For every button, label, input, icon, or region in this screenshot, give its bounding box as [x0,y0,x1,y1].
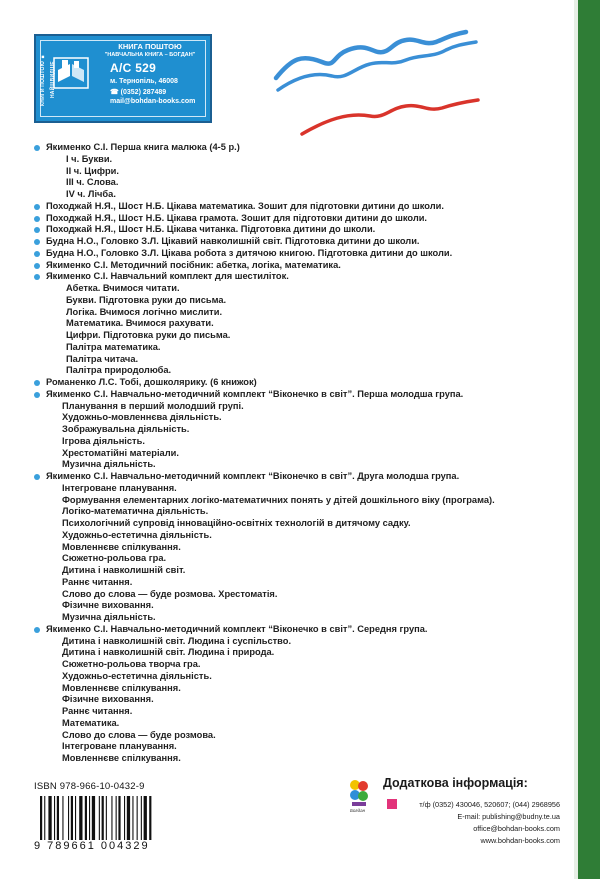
book-list-subentry [34,589,570,601]
book-list-subentry [34,636,570,648]
barcode-bar [137,796,138,840]
book-list-entry [34,389,570,401]
barcode-bar [111,796,112,840]
book-title-text: Мовленнєве спілкування. [62,541,181,552]
mail-order-side-text: КНИГИ ПОШТОЮ ■ НАЙШВИДШЕ [40,53,56,107]
book-title-text: І ч. Букви. [66,153,113,164]
book-list-entry [34,377,570,389]
book-list-entry [34,236,570,248]
books-icon [52,54,90,92]
book-title-text: Планування в перший молодший групі. [62,400,244,411]
book-title-text: Математика. [62,717,120,728]
book-title-text: Якименко С.І. Методичний посібник: абетка, логіка, математика. [46,259,341,270]
book-list-subentry [34,401,570,413]
barcode-bar [124,796,125,840]
book-list-entry [34,142,570,154]
mail-order-subtitle: "НАВЧАЛЬНА КНИГА – БОГДАН" [104,52,196,58]
barcode-bar [102,796,104,840]
book-list-subentry [34,600,570,612]
book-list-subentry [34,518,570,530]
book-list-entry [34,271,570,283]
additional-info-title: Додаткова інформація: [383,776,528,790]
book-title-text: Інтегроване планування. [62,741,177,752]
barcode-bar [62,796,63,840]
book-title-text: Фізичне виховання. [62,600,154,611]
bullet-icon [34,274,40,280]
book-title-text: Букви. Підготовка руки до письма. [66,294,227,305]
book-title-text: Слово до слова — буде розмова. [62,729,216,740]
book-list-subentry [34,412,570,424]
publisher-logo-text: Богдан [350,808,366,813]
book-list-entry [34,213,570,225]
barcode-bar [132,796,133,840]
book-list-subentry [34,542,570,554]
book-title-text: Походжай Н.Я., Шост Н.Б. Цікава грамота. Зошит для підготовки дитини до школи. [46,212,428,223]
book-title-text: Дитина і навколишній світ. Людина і природа. [62,647,275,658]
book-list-subentry [34,612,570,624]
barcode-bar [144,796,147,840]
barcode-bar [48,796,51,840]
book-title-text: Слово до слова — буде розмова. Хрестоматія. [62,588,278,599]
book-title-text: ІІІ ч. Слова. [66,177,119,188]
bullet-icon [34,227,40,233]
book-title-text: Логіка. Вчимося логічно мислити. [66,306,223,317]
book-title-text: Якименко С.І. Навчально-методичний комплект “Віконечко в світ”. Друга молодша група. [46,471,460,481]
barcode-bar [54,796,55,840]
book-list-subentry [34,483,570,495]
bullet-icon [34,239,40,245]
barcode-bar [57,796,59,840]
barcode-bar [75,796,76,840]
book-title-text: Фізичне виховання. [62,694,154,705]
book-title-text: Мовленнєве спілкування. [62,753,181,763]
phone-icon [387,799,397,809]
book-title-text: Будна Н.О., Головко З.Л. Цікавий навколишній світ. Підготовка дитини до школи. [46,236,420,246]
book-title-text: Хрестоматійні матеріали. [62,447,179,458]
book-title-text: Дитина і навколишній світ. Людина і суспільство. [62,635,292,646]
info-web-line: www.bohdan-books.com [480,836,560,845]
book-list-subentry [34,354,570,366]
book-title-text: Мовленнєве спілкування. [62,682,181,693]
book-list-subentry [34,166,570,178]
green-spine-strip [578,0,600,879]
book-title-text: IV ч. Лічба. [66,189,116,199]
book-list-subentry [34,365,570,377]
mail-order-box [34,34,212,123]
barcode-bar [92,796,95,840]
bullet-icon [34,474,40,480]
bullet-icon [34,204,40,210]
book-title-text: Походжай Н.Я., Шост Н.Б. Цікава читанка. Підготовка дитини до школи. [46,224,376,235]
book-list-subentry [34,495,570,507]
book-title-text: Дитина і навколишній світ. [62,565,186,575]
book-title-text: Математика. Вчимося рахувати. [66,318,214,329]
book-title-text: Логіко-математична діяльність. [62,506,209,517]
mail-order-title: КНИГА ПОШТОЮ [118,42,182,51]
bullet-icon [34,263,40,269]
book-title-text: Палітра читача. [66,353,139,364]
book-title-text: Музична діяльність. [62,459,156,470]
book-list-subentry [34,424,570,436]
book-list-subentry [34,506,570,518]
book-list-subentry [34,448,570,460]
book-title-text: Інтегроване планування. [62,482,177,493]
book-list-entry [34,248,570,260]
barcode-bar [44,796,45,840]
book-list-subentry [34,730,570,742]
book-list-subentry [34,671,570,683]
book-title-text: Абетка. Вчимося читати. [66,283,180,293]
book-list-subentry [34,753,570,765]
book-list-subentry [34,342,570,354]
book-list-entry [34,201,570,213]
mail-order-box-number: А/С 529 [110,61,157,75]
book-title-text: Сюжетно-рольова творча гра. [62,659,201,669]
barcode-bar [118,796,120,840]
book-title-text: Якименко С.І. Навчально-методичний комплект “Віконечко в світ”. Перша молодша група. [46,388,464,399]
book-title-text: Палітра математика. [66,341,161,352]
info-email-line: E-mail: publishing@budny.te.ua [457,812,560,821]
book-list-subentry [34,459,570,471]
book-title-text: ІІ ч. Цифри. [66,165,119,176]
book-title-text: Якименко С.І. Навчальний комплект для шестиліток. [46,271,289,282]
info-phone-line: т/ф (0352) 430046, 520607; (044) 2968956 [419,800,560,809]
barcode-digits: 9 789661 004329 [34,840,150,852]
book-list-subentry [34,189,570,201]
book-list-subentry [34,283,570,295]
book-list-subentry [34,318,570,330]
book-title-text: Сюжетно-рольова гра. [62,553,167,564]
book-list-subentry [34,706,570,718]
book-list-entry [34,260,570,272]
barcode-bar [127,796,130,840]
book-list-entry [34,471,570,483]
barcode-bar [99,796,100,840]
barcode-bar [71,796,73,840]
barcode-bar [40,796,42,840]
book-title-text: Походжай Н.Я., Шост Н.Б. Цікава математика. Зошит для підготовки дитини до школи. [46,200,444,211]
handwriting-scribble [272,28,482,140]
book-title-text: Ігрова діяльність. [62,435,145,446]
barcode-bar [106,796,107,840]
info-office-line: office@bohdan-books.com [473,824,560,833]
barcode-bar [149,796,151,840]
barcode-bar [68,796,69,840]
book-title-text: Художньо-естетична діяльність. [62,670,212,681]
mail-order-phone: ☎ (0352) 287489 [110,89,167,96]
book-list-subentry [34,577,570,589]
book-list-entry [34,224,570,236]
book-title-text: Цифри. Підготовка руки до письма. [66,330,231,340]
book-title-text: Художньо-мовленнєва діяльність. [62,412,222,423]
mail-order-city: м. Тернопіль, 46008 [110,78,178,85]
book-list-subentry [34,659,570,671]
book-title-text: Художньо-естетична діяльність. [62,529,212,540]
book-list-subentry [34,741,570,753]
bullet-icon [34,216,40,222]
book-title-text: Романенко Л.С. Тобі, дошколярику. (6 книжок) [46,377,257,387]
book-list-subentry [34,436,570,448]
book-list-subentry [34,565,570,577]
book-list-subentry [34,330,570,342]
book-list-subentry [34,694,570,706]
book-title-text: Палітра природолюба. [66,365,172,376]
book-title-text: Зображувальна діяльність. [62,424,190,434]
barcode-bar [141,796,142,840]
bullet-icon [34,380,40,386]
bullet-icon [34,251,40,257]
book-list [34,142,570,765]
barcode-bar [79,796,82,840]
book-list-subentry [34,295,570,307]
book-title-text: Якименко С.І. Навчально-методичний комплект “Віконечко в світ”. Середня група. [46,623,428,634]
book-list-subentry [34,683,570,695]
book-list-subentry [34,307,570,319]
book-list-subentry [34,177,570,189]
book-list-subentry [34,718,570,730]
isbn-text: ISBN 978-966-10-0432-9 [34,781,145,792]
book-list-subentry [34,154,570,166]
book-title-text: Якименко С.І. Перша книга малюка (4-5 р.) [46,142,240,152]
publisher-logo-icon [348,778,370,808]
book-list-subentry [34,647,570,659]
bullet-icon [34,392,40,398]
book-list-entry [34,624,570,636]
book-title-text: Формування елементарних логіко-математичних понять у дітей дошкільного віку (програма). [62,494,495,505]
bullet-icon [34,145,40,151]
book-list-subentry [34,553,570,565]
book-title-text: Психологічний супровід інноваційно-освітніх технологій в дитячому садку. [62,518,411,528]
barcode-bar [116,796,117,840]
book-list-subentry [34,530,570,542]
bullet-icon [34,627,40,633]
book-title-text: Музична діяльність. [62,612,156,622]
book-title-text: Раннє читання. [62,706,133,716]
mail-order-email: mail@bohdan-books.com [110,98,196,105]
book-title-text: Раннє читання. [62,576,133,587]
book-title-text: Будна Н.О., Головко З.Л. Цікава робота з дитячою книгою. Підготовка дитини до школи. [46,247,453,258]
barcode-bar [85,796,87,840]
barcode-bar [89,796,90,840]
